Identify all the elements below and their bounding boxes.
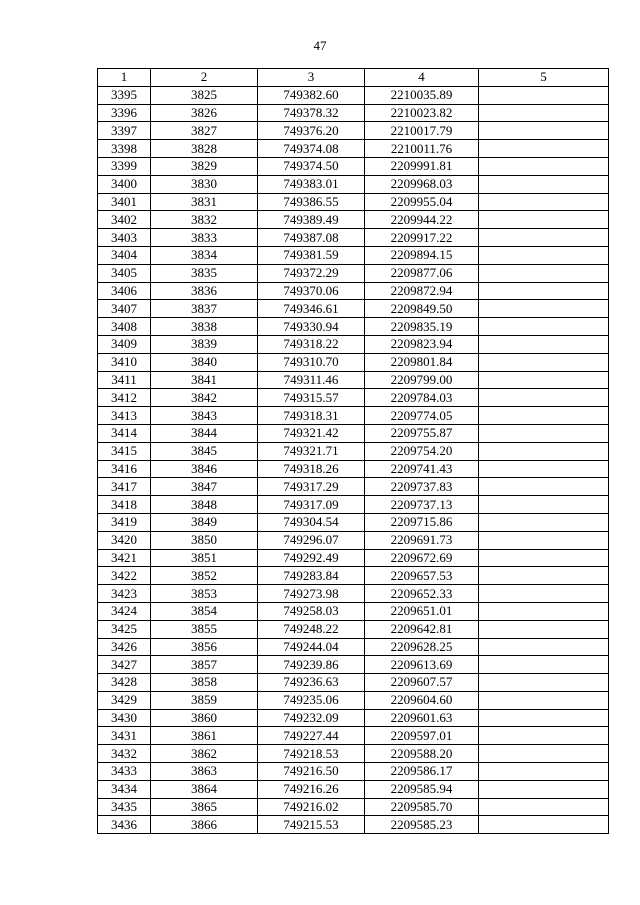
table-cell [479, 638, 609, 656]
table-cell [479, 442, 609, 460]
table-row [98, 549, 609, 567]
table-cell: 749239.86 [258, 656, 365, 674]
table-cell [479, 264, 609, 282]
table-cell: 3413 [98, 407, 151, 425]
table-cell: 749236.63 [258, 674, 365, 692]
table-cell: 749389.49 [258, 211, 365, 229]
coordinates-table [97, 68, 609, 834]
table-cell: 3424 [98, 602, 151, 620]
table-cell [479, 389, 609, 407]
table-cell: 749235.06 [258, 691, 365, 709]
table-row [98, 371, 609, 389]
table-row [98, 780, 609, 798]
table-row [98, 478, 609, 496]
table-cell: 3850 [151, 531, 258, 549]
table-cell: 749386.55 [258, 193, 365, 211]
table-cell: 2209872.94 [365, 282, 479, 300]
table-cell: 2210023.82 [365, 104, 479, 122]
table-cell: 2209597.01 [365, 727, 479, 745]
table-cell: 3826 [151, 104, 258, 122]
table-cell [479, 620, 609, 638]
table-cell: 2209613.69 [365, 656, 479, 674]
table-cell: 3838 [151, 318, 258, 336]
table-cell: 3405 [98, 264, 151, 282]
table-cell: 3398 [98, 140, 151, 158]
table-cell: 3854 [151, 602, 258, 620]
column-header: 1 [98, 69, 151, 87]
table-cell: 3436 [98, 816, 151, 834]
table-cell [479, 175, 609, 193]
table-cell: 3847 [151, 478, 258, 496]
table-cell: 3840 [151, 353, 258, 371]
table-cell: 2209691.73 [365, 531, 479, 549]
table-cell [479, 585, 609, 603]
table-cell [479, 229, 609, 247]
table-row [98, 424, 609, 442]
table-cell [479, 300, 609, 318]
table-cell: 2209737.83 [365, 478, 479, 496]
table-row [98, 140, 609, 158]
table-row [98, 122, 609, 140]
table-cell: 3835 [151, 264, 258, 282]
table-cell [479, 193, 609, 211]
table-row [98, 389, 609, 407]
table-cell: 749315.57 [258, 389, 365, 407]
table-cell: 749318.22 [258, 335, 365, 353]
table-cell: 3400 [98, 175, 151, 193]
table-cell: 3863 [151, 763, 258, 781]
table-cell: 2209944.22 [365, 211, 479, 229]
table-cell: 3418 [98, 496, 151, 514]
table-cell: 3860 [151, 709, 258, 727]
table-cell: 2210035.89 [365, 86, 479, 104]
table-header-row [98, 69, 609, 87]
table-row [98, 620, 609, 638]
table-cell: 3853 [151, 585, 258, 603]
table-cell [479, 816, 609, 834]
table-cell: 2209585.70 [365, 798, 479, 816]
table-cell: 3396 [98, 104, 151, 122]
table-row [98, 175, 609, 193]
table-cell [479, 104, 609, 122]
table-row [98, 193, 609, 211]
table-cell: 2209835.19 [365, 318, 479, 336]
table-cell [479, 549, 609, 567]
table-row [98, 460, 609, 478]
table-cell: 3425 [98, 620, 151, 638]
table-row [98, 282, 609, 300]
table-cell: 749232.09 [258, 709, 365, 727]
table-cell: 2209601.63 [365, 709, 479, 727]
table-cell: 3864 [151, 780, 258, 798]
table-cell: 3399 [98, 157, 151, 175]
table-cell: 3829 [151, 157, 258, 175]
table-cell: 3832 [151, 211, 258, 229]
table-cell: 3862 [151, 745, 258, 763]
table-cell [479, 674, 609, 692]
table-cell: 2209585.23 [365, 816, 479, 834]
table-cell: 2209754.20 [365, 442, 479, 460]
column-header: 3 [258, 69, 365, 87]
table-cell: 3433 [98, 763, 151, 781]
table-cell: 2209784.03 [365, 389, 479, 407]
table-cell: 3414 [98, 424, 151, 442]
table-row [98, 211, 609, 229]
table-cell: 3865 [151, 798, 258, 816]
table-cell: 3859 [151, 691, 258, 709]
table-cell: 749273.98 [258, 585, 365, 603]
table-cell [479, 602, 609, 620]
table-row [98, 157, 609, 175]
table-row [98, 353, 609, 371]
table-cell: 3408 [98, 318, 151, 336]
table-row [98, 763, 609, 781]
table-row [98, 496, 609, 514]
table-cell: 749346.61 [258, 300, 365, 318]
table-row [98, 709, 609, 727]
table-cell [479, 798, 609, 816]
table-row [98, 300, 609, 318]
table-cell: 3426 [98, 638, 151, 656]
table-cell: 749381.59 [258, 246, 365, 264]
table-cell: 3857 [151, 656, 258, 674]
table-cell: 3412 [98, 389, 151, 407]
table-cell: 3836 [151, 282, 258, 300]
table-cell: 2209755.87 [365, 424, 479, 442]
table-cell [479, 86, 609, 104]
table-row [98, 442, 609, 460]
table-cell: 2210011.76 [365, 140, 479, 158]
table-cell: 749383.01 [258, 175, 365, 193]
table-cell [479, 478, 609, 496]
table-row [98, 246, 609, 264]
table-cell [479, 335, 609, 353]
table-body [98, 86, 609, 833]
column-header: 5 [479, 69, 609, 87]
table-row [98, 691, 609, 709]
table-cell: 749387.08 [258, 229, 365, 247]
table-cell: 3402 [98, 211, 151, 229]
table-cell [479, 407, 609, 425]
table-cell: 3420 [98, 531, 151, 549]
table-cell: 2209799.00 [365, 371, 479, 389]
table-cell: 3861 [151, 727, 258, 745]
table-cell [479, 318, 609, 336]
table-row [98, 104, 609, 122]
table-cell: 749317.29 [258, 478, 365, 496]
table-cell: 3845 [151, 442, 258, 460]
table-cell: 749321.71 [258, 442, 365, 460]
table-cell: 749374.50 [258, 157, 365, 175]
table-cell: 749292.49 [258, 549, 365, 567]
table-row [98, 264, 609, 282]
table-cell [479, 531, 609, 549]
table-cell: 3849 [151, 513, 258, 531]
table-cell: 2209607.57 [365, 674, 479, 692]
table-cell: 3852 [151, 567, 258, 585]
table-cell: 3833 [151, 229, 258, 247]
table-cell: 749311.46 [258, 371, 365, 389]
table-cell: 3866 [151, 816, 258, 834]
table-cell: 2209737.13 [365, 496, 479, 514]
table-cell: 3839 [151, 335, 258, 353]
table-cell: 3846 [151, 460, 258, 478]
table-cell: 3435 [98, 798, 151, 816]
table-cell: 749248.22 [258, 620, 365, 638]
table-row [98, 229, 609, 247]
table-cell: 3430 [98, 709, 151, 727]
table-cell: 2209801.84 [365, 353, 479, 371]
table-row [98, 407, 609, 425]
table-cell: 3415 [98, 442, 151, 460]
table-cell: 749317.09 [258, 496, 365, 514]
table-cell: 749227.44 [258, 727, 365, 745]
table-cell: 3419 [98, 513, 151, 531]
table-cell: 749382.60 [258, 86, 365, 104]
table-row [98, 745, 609, 763]
table-cell: 749216.26 [258, 780, 365, 798]
table-row [98, 585, 609, 603]
table-cell: 3856 [151, 638, 258, 656]
table-cell: 2209657.53 [365, 567, 479, 585]
table-row [98, 602, 609, 620]
table-cell: 3395 [98, 86, 151, 104]
table-cell [479, 656, 609, 674]
table-cell [479, 424, 609, 442]
table-cell: 749215.53 [258, 816, 365, 834]
table-cell: 3409 [98, 335, 151, 353]
table-row [98, 531, 609, 549]
table-cell: 3397 [98, 122, 151, 140]
table-cell: 3429 [98, 691, 151, 709]
table-cell: 2209955.04 [365, 193, 479, 211]
table-cell: 749310.70 [258, 353, 365, 371]
table-cell: 3423 [98, 585, 151, 603]
table-cell [479, 709, 609, 727]
table-cell: 749321.42 [258, 424, 365, 442]
table-row [98, 513, 609, 531]
table-row [98, 318, 609, 336]
table-cell [479, 157, 609, 175]
table-cell: 3404 [98, 246, 151, 264]
table-cell [479, 211, 609, 229]
column-header: 4 [365, 69, 479, 87]
table-cell: 3411 [98, 371, 151, 389]
table-cell: 749374.08 [258, 140, 365, 158]
table-cell: 2209715.86 [365, 513, 479, 531]
table-cell: 3432 [98, 745, 151, 763]
table-cell: 3416 [98, 460, 151, 478]
table-cell: 749216.50 [258, 763, 365, 781]
table-cell [479, 246, 609, 264]
table-cell: 749318.31 [258, 407, 365, 425]
table-cell: 3828 [151, 140, 258, 158]
table-cell: 3842 [151, 389, 258, 407]
table-cell [479, 371, 609, 389]
table-cell: 3844 [151, 424, 258, 442]
table-cell [479, 353, 609, 371]
table-cell: 2209651.01 [365, 602, 479, 620]
table-cell: 749372.29 [258, 264, 365, 282]
table-cell: 749330.94 [258, 318, 365, 336]
table-cell: 3403 [98, 229, 151, 247]
table-cell [479, 140, 609, 158]
table-cell: 3851 [151, 549, 258, 567]
table-cell: 3834 [151, 246, 258, 264]
table-cell: 2209652.33 [365, 585, 479, 603]
table-cell: 3843 [151, 407, 258, 425]
table-row [98, 567, 609, 585]
table-cell: 3401 [98, 193, 151, 211]
table-row [98, 656, 609, 674]
table-cell: 2209917.22 [365, 229, 479, 247]
table-cell: 2209604.60 [365, 691, 479, 709]
table-cell: 2209774.05 [365, 407, 479, 425]
table-cell: 749258.03 [258, 602, 365, 620]
table-cell: 3848 [151, 496, 258, 514]
table-cell: 2209585.94 [365, 780, 479, 798]
table-cell [479, 122, 609, 140]
table-cell: 3417 [98, 478, 151, 496]
table-cell: 3410 [98, 353, 151, 371]
table-cell: 749283.84 [258, 567, 365, 585]
table-cell: 3421 [98, 549, 151, 567]
table-cell: 2209672.69 [365, 549, 479, 567]
table-row [98, 674, 609, 692]
table-cell: 2209968.03 [365, 175, 479, 193]
table-cell: 749370.06 [258, 282, 365, 300]
table-cell [479, 780, 609, 798]
table-row [98, 798, 609, 816]
table-cell: 2209588.20 [365, 745, 479, 763]
table-cell: 2209849.50 [365, 300, 479, 318]
table-cell: 749318.26 [258, 460, 365, 478]
table-cell: 3825 [151, 86, 258, 104]
table-row [98, 86, 609, 104]
table-cell: 3827 [151, 122, 258, 140]
table-cell: 3841 [151, 371, 258, 389]
table-cell: 3407 [98, 300, 151, 318]
table-cell: 2209894.15 [365, 246, 479, 264]
table-cell: 3431 [98, 727, 151, 745]
table-cell: 3422 [98, 567, 151, 585]
table-cell: 3855 [151, 620, 258, 638]
table-cell: 3858 [151, 674, 258, 692]
table-row [98, 638, 609, 656]
table-cell: 2209741.43 [365, 460, 479, 478]
table-row [98, 335, 609, 353]
table-cell [479, 727, 609, 745]
table-cell: 749376.20 [258, 122, 365, 140]
table-cell [479, 513, 609, 531]
table-cell [479, 567, 609, 585]
table-cell [479, 763, 609, 781]
table-cell [479, 496, 609, 514]
table-cell: 3837 [151, 300, 258, 318]
table-cell [479, 282, 609, 300]
table-row [98, 727, 609, 745]
table-cell: 2209628.25 [365, 638, 479, 656]
table-cell [479, 691, 609, 709]
table-cell: 3830 [151, 175, 258, 193]
table-cell: 749304.54 [258, 513, 365, 531]
column-header: 2 [151, 69, 258, 87]
table-cell: 749296.07 [258, 531, 365, 549]
table-cell: 3434 [98, 780, 151, 798]
table-cell: 2209877.06 [365, 264, 479, 282]
table-cell: 749244.04 [258, 638, 365, 656]
table-cell: 749216.02 [258, 798, 365, 816]
table-cell: 2209991.81 [365, 157, 479, 175]
table-cell [479, 460, 609, 478]
table-cell [479, 745, 609, 763]
table-row [98, 816, 609, 834]
table-cell: 749218.53 [258, 745, 365, 763]
page-number: 47 [313, 38, 327, 53]
table-cell: 2209642.81 [365, 620, 479, 638]
table-cell: 749378.32 [258, 104, 365, 122]
table-cell: 3831 [151, 193, 258, 211]
table-cell: 2209823.94 [365, 335, 479, 353]
table-cell: 2209586.17 [365, 763, 479, 781]
table-cell: 3428 [98, 674, 151, 692]
table-cell: 3427 [98, 656, 151, 674]
table-cell: 3406 [98, 282, 151, 300]
table-cell: 2210017.79 [365, 122, 479, 140]
